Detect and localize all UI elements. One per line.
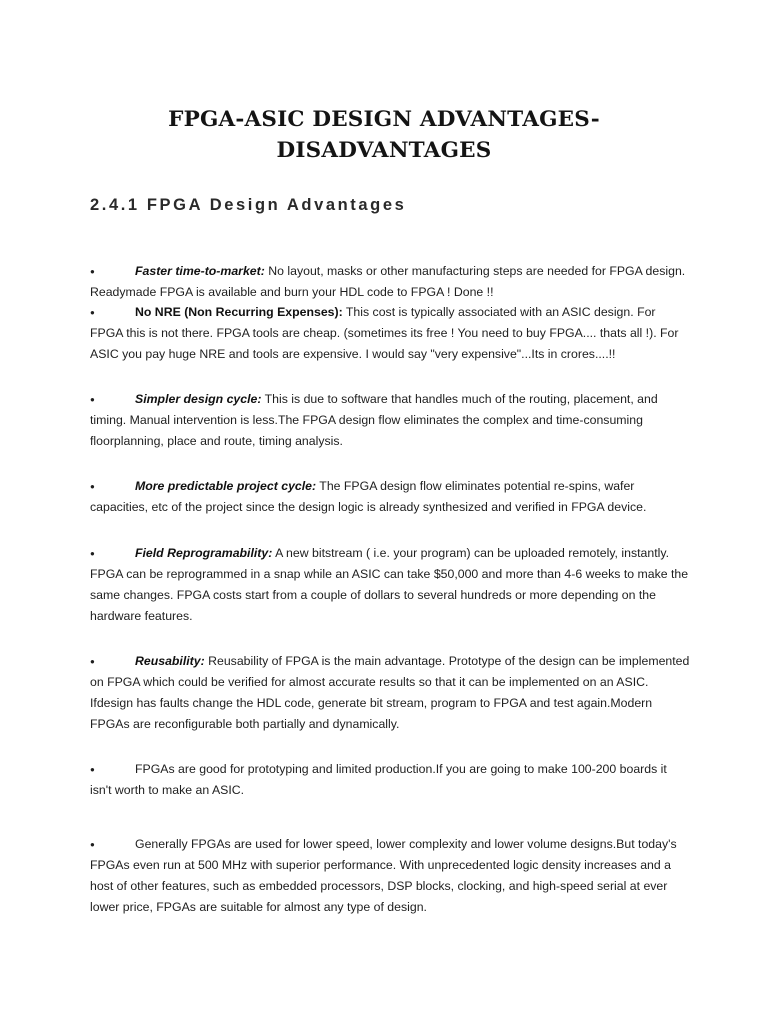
item-text: A new bitstream ( i.e. your program) can be uploaded remotely, instantly. FPGA can be reprogrammed in a snap while an ASIC can take $50,000 and more than 4-6 weeks to make the same changes. FPGA costs start from a couple of dollars to several hundreds or more depending on the hardware features. (90, 546, 689, 623)
bullet-icon: ● (90, 308, 95, 317)
item-text: Reusability of FPGA is the main advantage. Prototype of the design can be implemented on FPGA which could be verified for almost accurate results so that it can be implemented on an ASIC. Ifdesign has faults change the HDL code, generate bit stream, program to FPGA and test again.Modern FPGAs are reconfigurable both partially and dynamically. (90, 654, 690, 731)
item-term: Field Reprogramability: (135, 546, 273, 560)
item-term: Faster time-to-market: (135, 264, 265, 278)
bullet-icon: ● (90, 657, 95, 666)
advantage-item-lower-speed-designs (90, 834, 690, 918)
item-text: FPGAs are good for prototyping and limited production.If you are going to make 100-200 boards it isn't worth to make an ASIC. (90, 762, 667, 797)
item-term: Simpler design cycle: (135, 392, 262, 406)
item-text: This cost is typically associated with an ASIC design. For FPGA this is not there. FPGA tools are cheap. (sometimes its free ! You need to buy FPGA.... thats all !). For ASIC you pay huge NRE and tools are expensive. I would say "very expensive"...Its in crores....!! (90, 305, 679, 361)
bullet-icon: ● (90, 765, 95, 774)
advantage-item-predictable-project-cycle (90, 476, 690, 518)
item-text: The FPGA design flow eliminates potential re-spins, wafer capacities, etc of the project since the design logic is already synthesized and verified in FPGA device. (90, 479, 647, 514)
bullet-icon: ● (90, 840, 95, 849)
document-title-line-2: DISADVANTAGES (276, 138, 492, 163)
bullet-icon: ● (90, 395, 95, 404)
bullet-icon: ● (90, 482, 95, 491)
item-text: This is due to software that handles much of the routing, placement, and timing. Manual intervention is less.The FPGA design flow eliminates the complex and time-consuming floorplanning, place and route, timing analysis. (90, 392, 658, 448)
advantage-item-faster-time-to-market (90, 261, 690, 303)
item-text: Generally FPGAs are used for lower speed, lower complexity and lower volume designs.But today's FPGAs even run at 500 MHz with superior performance. With unprecedented logic density increases and a host of other features, such as embedded processors, DSP blocks, clocking, and high-speed serial at ever lower price, FPGAs are suitable for almost any type of design. (90, 837, 677, 914)
item-term: More predictable project cycle: (135, 479, 317, 493)
advantage-item-prototyping (90, 759, 690, 801)
advantage-item-field-reprogramability (90, 543, 690, 627)
item-term: Reusability: (135, 654, 205, 668)
document-title (0, 104, 768, 166)
advantage-item-simpler-design-cycle (90, 389, 690, 452)
section-heading: 2.4.1 FPGA Design Advantages (90, 196, 407, 214)
advantage-item-reusability (90, 651, 690, 735)
bullet-icon: ● (90, 549, 95, 558)
item-text: No layout, masks or other manufacturing steps are needed for FPGA design. Readymade FPGA is available and burn your HDL code to FPGA ! Done !! (90, 264, 686, 299)
bullet-icon: ● (90, 267, 95, 276)
item-term: No NRE (Non Recurring Expenses): (135, 305, 343, 319)
advantage-item-no-nre (90, 302, 690, 365)
document-title-line-1: FPGA-ASIC DESIGN ADVANTAGES- (168, 107, 600, 132)
